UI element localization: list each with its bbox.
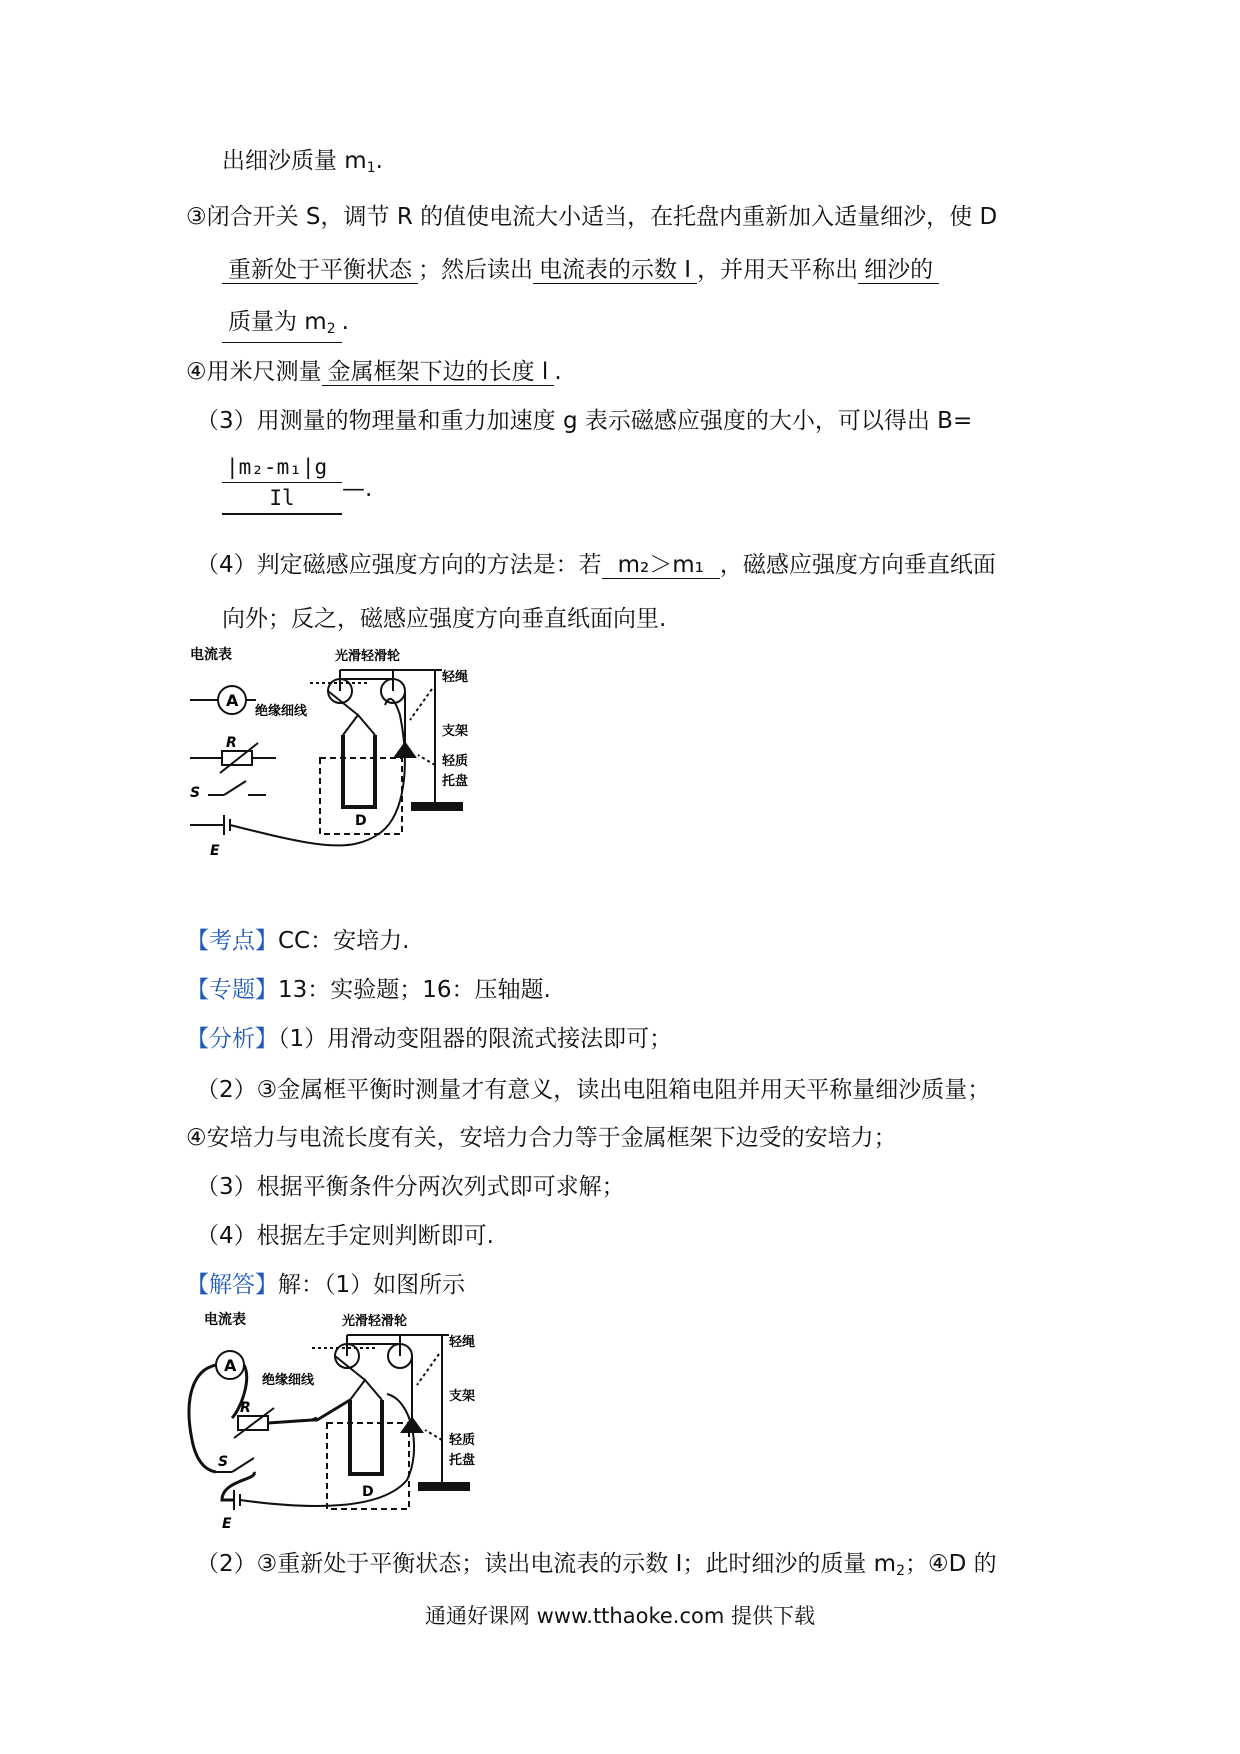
formula-tail: —. — [342, 476, 373, 502]
text-line: 重新处于平衡状态 ；然后读出 电流表的示数 I ，并用天平称出 细沙的 — [222, 255, 939, 285]
text-line: （2）③金属框平衡时测量才有意义，读出电阻箱电阻并用天平称量细沙质量； — [196, 1077, 991, 1103]
answer-blank: 细沙的 — [858, 257, 939, 284]
text-line: （2）③重新处于平衡状态；读出电流表的示数 I；此时细沙的质量 $m_2$；④D 的 — [196, 1551, 997, 1579]
label-A: A — [226, 691, 239, 710]
label-R: R — [226, 735, 237, 751]
label-D: D — [355, 813, 367, 829]
label-wire: 绝缘细线 — [255, 704, 308, 719]
answer-blank: 重新处于平衡状态 — [222, 257, 418, 284]
text-line: （4）判定磁感应强度方向的方法是：若 m₂＞m₁ ，磁感应强度方向垂直纸面 — [196, 552, 996, 578]
text-line: 【解答】解：（1）如图所示 — [186, 1272, 466, 1298]
section-tag: 【专题】 — [186, 977, 278, 1003]
label-A: A — [224, 1356, 237, 1375]
answer-blank: 金属框架下边的长度 l — [322, 359, 555, 386]
section-tag: 【分析】 — [186, 1026, 278, 1052]
apparatus-figure — [190, 645, 570, 870]
text-line: 质量为 $m_2$ . — [222, 307, 349, 343]
formula-fraction — [222, 452, 342, 515]
text-line: ④安培力与电流长度有关，安培力合力等于金属框架下边受的安培力； — [186, 1125, 897, 1151]
label-E: E — [210, 843, 220, 859]
text-line: （3）用测量的物理量和重力加速度 g 表示磁感应强度的大小，可以得出 B= — [196, 408, 973, 434]
label-rope: 轻绳 — [449, 1335, 476, 1350]
label-E: E — [222, 1516, 232, 1532]
page-footer: 通通好课网 www.tthaoke.com 提供下载 — [425, 1604, 815, 1628]
label-stand: 支架 — [442, 724, 469, 739]
text-line: （4）根据左手定则判断即可. — [196, 1223, 494, 1249]
label-tray-1: 轻质 — [449, 1433, 476, 1448]
label-S: S — [218, 1454, 229, 1470]
answer-blank: 电流表的示数 I — [533, 257, 697, 284]
text-line: 出细沙质量 $m_1$. — [222, 148, 383, 176]
label-rope: 轻绳 — [442, 670, 469, 685]
text-line: 【考点】CC：安培力. — [186, 928, 410, 954]
text-line: ③闭合开关 S，调节 R 的值使电流大小适当，在托盘内重新加入适量细沙，使 D — [186, 204, 998, 230]
label-tray-2: 托盘 — [442, 774, 469, 789]
label-R: R — [240, 1400, 251, 1416]
label-wire: 绝缘细线 — [262, 1373, 315, 1388]
text-line: （3）根据平衡条件分两次列式即可求解； — [196, 1174, 625, 1200]
label-pulley: 光滑轻滑轮 — [335, 649, 401, 664]
text-line: ④用米尺测量 金属框架下边的长度 l . — [186, 359, 562, 385]
label-pulley: 光滑轻滑轮 — [342, 1314, 408, 1329]
apparatus-figure-answer — [182, 1310, 562, 1535]
answer-blank: 质量为 $m_2$ — [222, 309, 342, 343]
label-tray-2: 托盘 — [449, 1453, 476, 1468]
label-tray-1: 轻质 — [442, 754, 469, 769]
label-D: D — [362, 1484, 374, 1500]
label-ammeter: 电流表 — [190, 647, 232, 663]
section-tag: 【考点】 — [186, 928, 278, 954]
formula-denominator: Il — [222, 483, 342, 515]
text-line: 向外；反之，磁感应强度方向垂直纸面向里. — [222, 606, 667, 632]
text-line: 【专题】13：实验题；16：压轴题. — [186, 977, 551, 1003]
section-tag: 【解答】 — [186, 1272, 278, 1298]
label-S: S — [190, 785, 201, 801]
text-line: 【分析】（1）用滑动变阻器的限流式接法即可； — [186, 1026, 673, 1052]
answer-blank: m₂＞m₁ — [602, 552, 720, 579]
formula-numerator: |m₂-m₁|g — [222, 452, 342, 483]
label-ammeter: 电流表 — [204, 1312, 246, 1328]
label-stand: 支架 — [449, 1389, 476, 1404]
